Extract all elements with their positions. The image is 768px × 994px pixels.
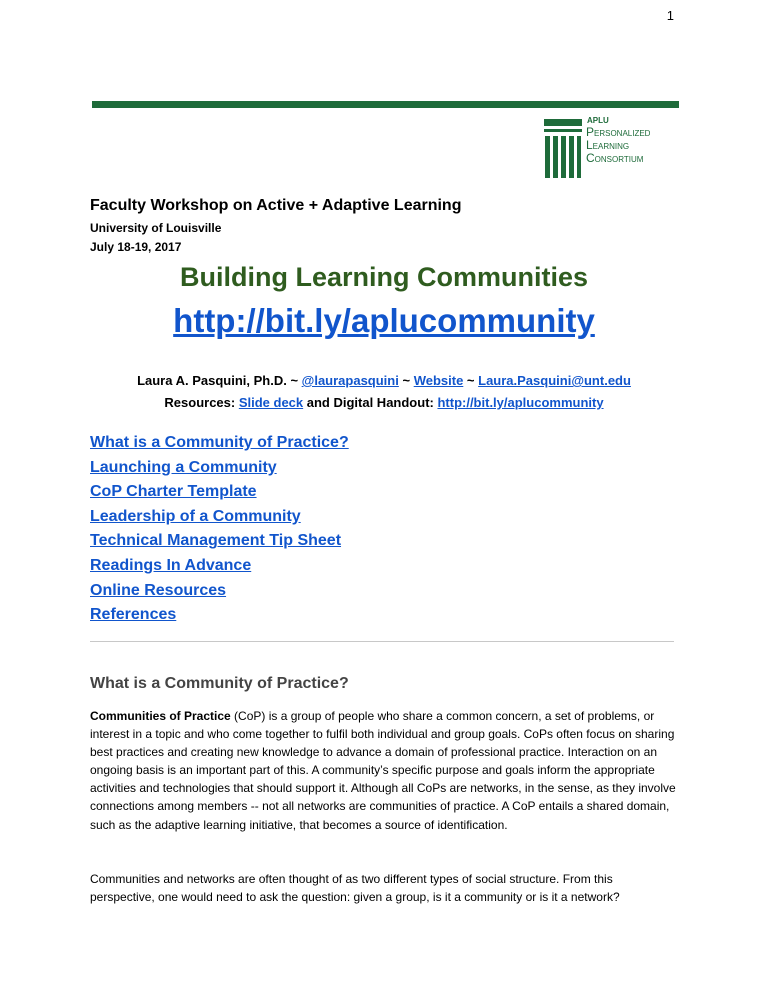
main-title: Building Learning Communities — [179, 262, 588, 292]
page-number: 1 — [666, 8, 674, 23]
toc-link-leadership[interactable]: Leadership of a Community — [90, 507, 301, 525]
author-sep-2: ~ — [463, 373, 479, 388]
toc-link-references[interactable]: References — [90, 606, 177, 624]
table-of-contents — [90, 433, 349, 630]
main-link[interactable]: http://bit.ly/aplucommunity — [173, 302, 595, 339]
logo-line-3: Consortium — [586, 151, 644, 165]
section-heading: What is a Community of Practice? — [90, 675, 349, 692]
resources-middle: and Digital Handout: — [303, 395, 438, 410]
logo-line-1: Personalized — [586, 125, 651, 139]
handout-link[interactable]: http://bit.ly/aplucommunity — [437, 395, 604, 410]
author-name: Laura A. Pasquini, Ph.D. ~ — [137, 373, 302, 388]
toc-link-charter-template[interactable]: CoP Charter Template — [90, 483, 257, 501]
toc-link-online-resources[interactable]: Online Resources — [90, 581, 227, 599]
twitter-link[interactable]: @laurapasquini — [301, 373, 399, 388]
toc-link-readings[interactable]: Readings In Advance — [90, 556, 252, 574]
aplu-columns-icon — [544, 117, 582, 181]
logo-line-2: Learning — [586, 138, 630, 152]
aplu-logo — [544, 117, 684, 181]
paragraph-2: Communities and networks are often thought of as two different types of social structure. From this perspective, one would need to ask the question: given a group, is it a community or is it a network? — [90, 872, 620, 905]
website-link[interactable]: Website — [413, 373, 464, 388]
slide-deck-link[interactable]: Slide deck — [238, 395, 304, 410]
main-link-line — [0, 302, 768, 340]
author-sep-1: ~ — [398, 373, 414, 388]
paragraph-1 — [90, 707, 678, 834]
section-divider — [90, 641, 674, 642]
author-line — [0, 373, 768, 388]
header-rule — [92, 101, 679, 108]
workshop-title: Faculty Workshop on Active + Adaptive Learning — [90, 197, 462, 214]
resources-label: Resources: — [164, 395, 239, 410]
toc-link-launching[interactable]: Launching a Community — [90, 458, 277, 476]
logo-aplu: APLU — [587, 116, 609, 125]
email-link[interactable]: Laura.Pasquini@unt.edu — [478, 373, 631, 388]
dates: July 18-19, 2017 — [90, 240, 182, 254]
paragraph-1-text: (CoP) is a group of people who share a common concern, a set of problems, or interest in a topic and who come together to fulfil both individual and group goals. CoPs often focus on sharing best practices and creating new knowledge to advance a domain of professional practice. Interaction on an ongoing basis is an important part of this. A community’s specific purpose and goals inform the appropriate activities and technologies that should support it. Although all CoPs are networks, in the sense, as they involve connections among members -- not all networks are communities of practice. A CoP entails a shared domain, such as the adaptive learning initiative, that becomes a source of identification. — [90, 709, 676, 832]
paragraph-1-bold: Communities of Practice — [90, 709, 231, 723]
university: University of Louisville — [90, 221, 222, 235]
toc-link-tip-sheet[interactable]: Technical Management Tip Sheet — [90, 532, 342, 550]
toc-link-community-of-practice[interactable]: What is a Community of Practice? — [90, 434, 349, 451]
resources-line — [0, 395, 768, 410]
